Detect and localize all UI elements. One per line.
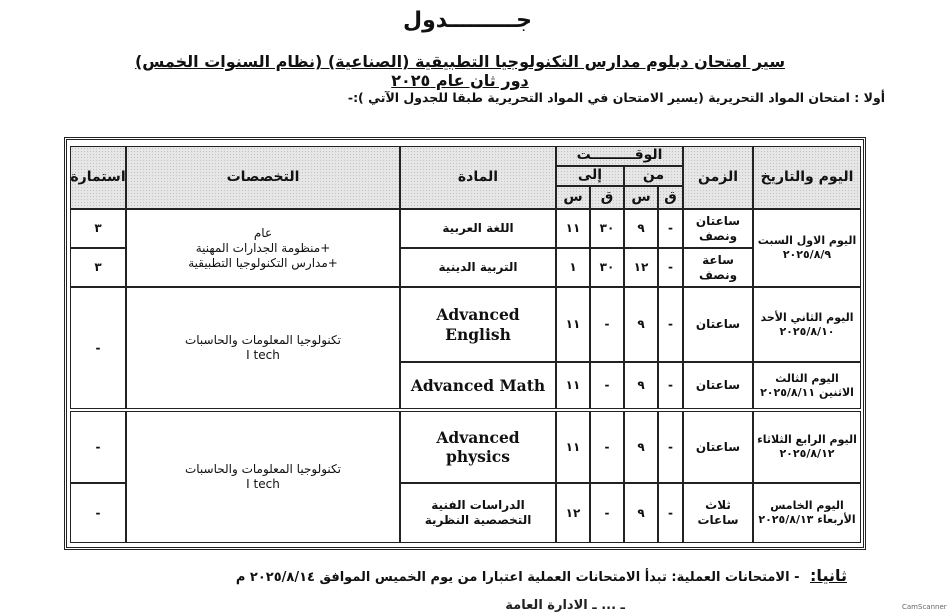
row-3-4-form: - [70, 287, 126, 409]
row-1-from-minute: - [658, 209, 683, 248]
intro-text: أولا : امتحان المواد التحريرية (يسير الامتحان في المواد التحريرية طبقا للجدول الآتي ):- [347, 90, 885, 105]
specialty-general-line-1: عام [253, 225, 273, 240]
row-6-from-hour: ٩ [624, 483, 658, 543]
header-from: من [624, 166, 683, 186]
row-1-to-minute: ٣٠ [590, 209, 624, 248]
watermark-text: CamScanner [902, 603, 947, 611]
specialty-it-2-line-2: I tech [246, 477, 280, 491]
scanner-watermark [900, 601, 947, 613]
specialty-it-1 [126, 287, 400, 409]
row-4-from-minute: - [658, 362, 683, 409]
row-1-duration: ساعتان ونصف [683, 209, 753, 248]
row-6-form: - [70, 483, 126, 543]
header-to: إلى [556, 166, 624, 186]
row-4-subject: Advanced Math [400, 362, 556, 409]
row-3-from-minute: - [658, 287, 683, 362]
page-subtitle: سير امتحان دبلوم مدارس التكنولوجيا التطبيقية (الصناعية) (نظام السنوات الخمس) دور ثان عام ٢٠٢٥ [134, 52, 786, 90]
specialty-general-line-3: +مدارس التكنولوجيا التطبيقية [188, 255, 338, 270]
row-3-from-hour: ٩ [624, 287, 658, 362]
row-5-duration: ساعتان [683, 411, 753, 483]
row-5-form: - [70, 411, 126, 483]
row-5-to-minute: - [590, 411, 624, 483]
row-6-to-hour: ١٢ [556, 483, 590, 543]
specialty-general [126, 209, 400, 287]
specialty-it-1-line-1: تكنولوجيا المعلومات والحاسبات [184, 333, 342, 347]
practical-exams-note [236, 566, 847, 585]
row-1-to-hour: ١١ [556, 209, 590, 248]
header-to-minute: ق [590, 186, 624, 209]
day-2-cell: اليوم الثاني الأحد ٢٠٢٥/٨/١٠ [753, 287, 861, 362]
header-form: استمارة [70, 146, 126, 209]
page-title: جـــــــــدول [402, 8, 532, 33]
row-2-to-minute: ٣٠ [590, 248, 624, 287]
row-6-duration: ثلاث ساعات [683, 483, 753, 543]
row-4-to-minute: - [590, 362, 624, 409]
header-from-minute: ق [658, 186, 683, 209]
day-5-cell: اليوم الخامس الأربعاء ٢٠٢٥/٨/١٣ [753, 483, 861, 543]
row-4-from-hour: ٩ [624, 362, 658, 409]
row-5-from-minute: - [658, 411, 683, 483]
row-5-from-hour: ٩ [624, 411, 658, 483]
header-day-date: اليوم والتاريخ [753, 146, 861, 209]
row-3-duration: ساعتان [683, 287, 753, 362]
header-from-hour: س [624, 186, 658, 209]
row-4-duration: ساعتان [683, 362, 753, 409]
header-subject: المادة [400, 146, 556, 209]
header-time: الوقـــــــــت [556, 146, 683, 166]
row-1-form: ٣ [70, 209, 126, 248]
specialty-general-line-2: +منظومة الجدارات المهنية [195, 240, 331, 255]
exam-table [64, 137, 866, 550]
footer-line-2: ـ ... ـ الادارة العامة [505, 598, 625, 613]
day-1-cell: اليوم الاول السبت ٢٠٢٥/٨/٩ [753, 209, 861, 287]
row-6-to-minute: - [590, 483, 624, 543]
row-1-from-hour: ٩ [624, 209, 658, 248]
header-specialties: التخصصات [126, 146, 400, 209]
row-6-from-minute: - [658, 483, 683, 543]
specialty-it-2 [126, 411, 400, 543]
row-5-subject: Advanced physics [400, 411, 556, 483]
footer-lead: ثانيا: [810, 566, 847, 585]
row-2-form: ٣ [70, 248, 126, 287]
row-3-to-minute: - [590, 287, 624, 362]
row-2-from-minute: - [658, 248, 683, 287]
row-2-to-hour: ١ [556, 248, 590, 287]
day-4-cell: اليوم الرابع الثلاثاء ٢٠٢٥/٨/١٢ [753, 411, 861, 483]
row-3-to-hour: ١١ [556, 287, 590, 362]
row-2-duration: ساعة ونصف [683, 248, 753, 287]
row-2-subject: التربية الدينية [400, 248, 556, 287]
row-3-subject: Advanced English [400, 287, 556, 362]
footer-text: - الامتحانات العملية: تبدأ الامتحانات العملية اعتبارا من يوم الخميس الموافق ٢٠٢٥/٨/١٤ م [235, 570, 800, 585]
specialty-it-2-line-1: تكنولوجيا المعلومات والحاسبات [184, 462, 342, 476]
row-6-subject: الدراسات الفنية التخصصية النظرية [400, 483, 556, 543]
specialty-it-1-line-2: I tech [246, 348, 280, 362]
row-4-to-hour: ١١ [556, 362, 590, 409]
header-to-hour: س [556, 186, 590, 209]
row-1-subject: اللغة العربية [400, 209, 556, 248]
row-5-to-hour: ١١ [556, 411, 590, 483]
row-2-from-hour: ١٢ [624, 248, 658, 287]
header-duration: الزمن [683, 146, 753, 209]
day-3-cell: اليوم الثالث الاثنين ٢٠٢٥/٨/١١ [753, 362, 861, 409]
